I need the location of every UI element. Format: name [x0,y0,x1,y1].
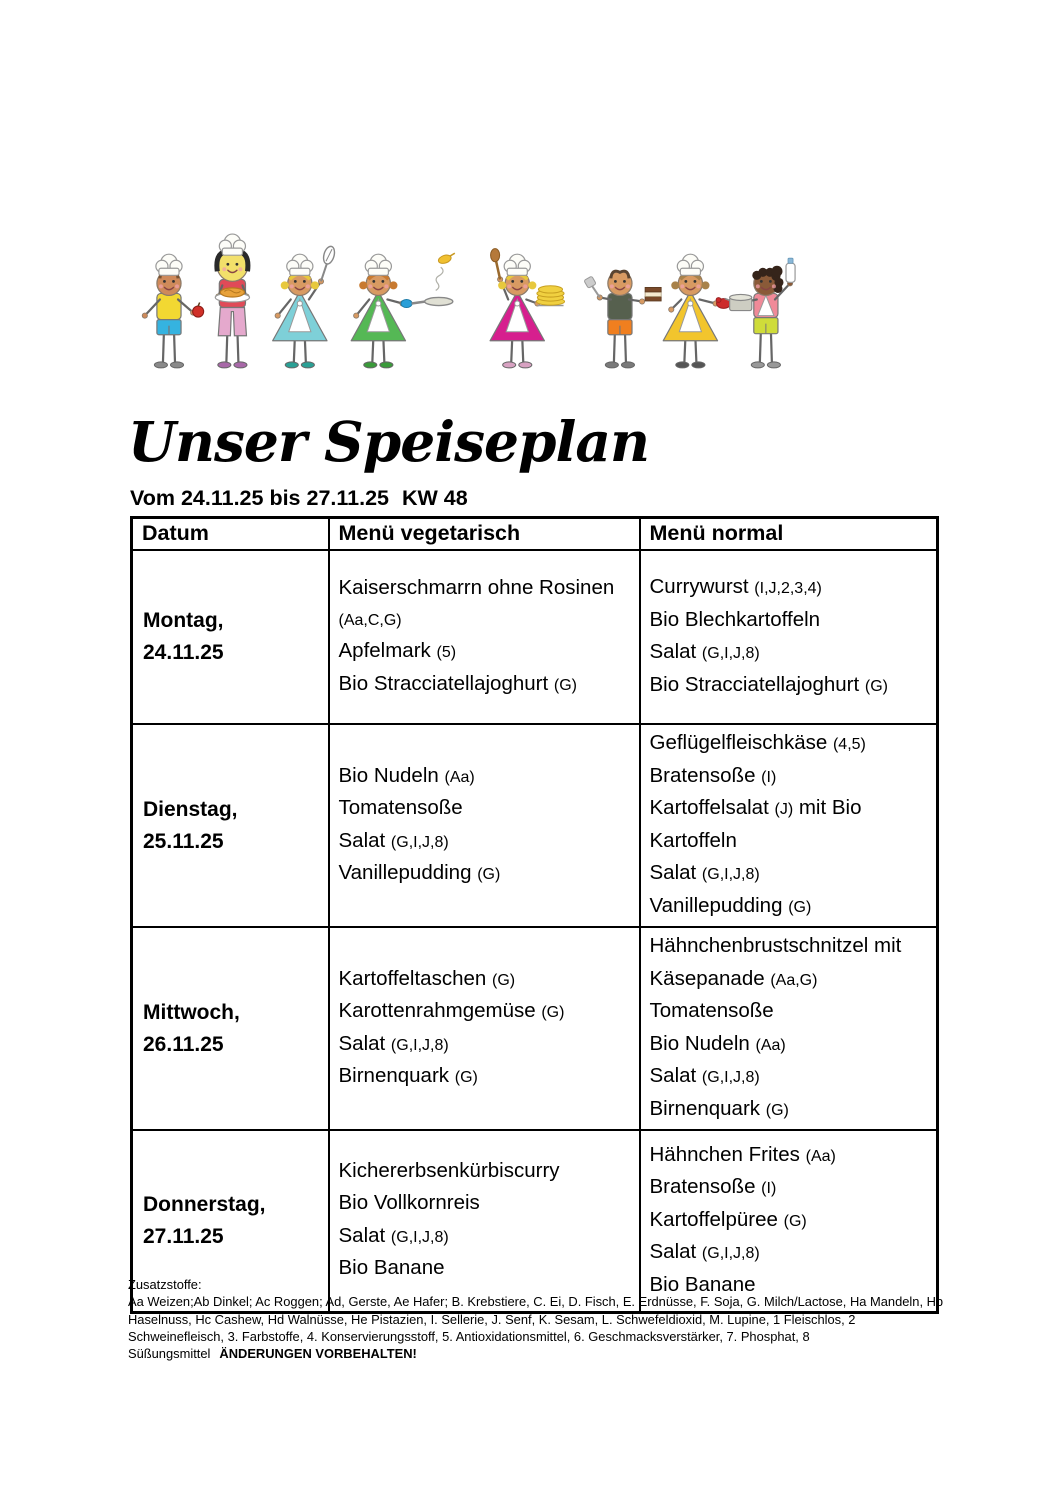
allergen-codes: (G) [553,676,577,694]
menu-item [650,670,927,703]
dish-name: Bio Stracciatellajoghurt [649,672,865,696]
dish-name: Tomatensoße [649,999,774,1022]
dish-name: Kichererbsenkürbiscurry [338,1158,560,1182]
menu-item [339,1221,629,1254]
menu-item [339,669,629,702]
menu-row [132,927,938,1130]
dish-name: Kartoffeltaschen [338,966,492,990]
day-name: Mittwoch, [143,1000,240,1024]
menu-item [339,996,629,1029]
dish-name: Birnenquark [649,1096,766,1120]
menu-item [650,1205,927,1238]
day-cell [132,724,329,927]
menu-item [339,1188,629,1221]
day-name: Dienstag, [143,797,238,821]
date-range-text: Vom 24.11.25 bis 27.11.25 [130,486,389,510]
menu-table [130,516,939,1314]
menu-row [132,550,938,724]
allergen-codes: (G) [788,898,812,916]
menu-item [650,1237,927,1270]
menu-table-body [132,550,938,1312]
menu-cell-vegetarian [329,550,640,724]
dish-name: Geflügelfleischkäse [649,731,833,754]
allergen-codes: (I,J,2,3,4) [754,580,822,597]
dish-name: Salat [649,640,702,663]
menu-item [650,931,927,996]
allergen-codes: (I) [761,768,777,786]
allergen-codes: (G) [491,971,516,989]
allergen-codes: (G,I,J,8) [701,1245,760,1262]
child-figure [351,253,455,368]
additives-text: Aa Weizen;Ab Dinkel; Ac Roggen; Ad, Gerste, Ae Hafer; B. Krebstiere, C. Ei, D. Fisch, E. Erdnüsse, F. Soja, G. Milch/Lactose, Ha Mandeln, Hb Haselnuss, Hc Cashew, Hd Walnüsse, He Pistazien, I. Sellerie, J. Senf, K. Sesam, L. Schwefeldioxid, M. Lupine, 1 Fleischlos, 2 Schweinefleisch, 3. Farbstoffe, 4. Konservierungsstoff, 5. Antioxidationsmittel, 6. Geschmacksverstärker, 7. Phosphat, 8 Süßungsmittel [128,1294,944,1362]
allergen-codes: (G,I,J,8) [701,866,760,883]
dish-name: Kaiserschmarrn ohne Rosinen [338,576,615,599]
dish-name: Hähnchenbrustschnitzel mit Käsepanade [649,934,902,990]
dish-name: Bio Banane [649,1272,756,1296]
dish-name: Bio Nudeln [338,763,445,787]
day-cell [132,927,329,1130]
menu-item [650,858,927,891]
allergen-codes: (G) [783,1212,807,1230]
dish-name: Hähnchen Frites [649,1142,806,1166]
allergen-codes: (4,5) [832,736,866,753]
menu-item [650,728,927,761]
menu-item [650,761,927,794]
menu-cell-normal [640,724,938,927]
allergen-codes: (G) [477,866,501,883]
allergen-codes: (I) [761,1180,777,1197]
allergen-codes: (5) [436,644,457,661]
menu-item [650,572,927,605]
menu-item [339,761,629,794]
menu-item [339,826,629,859]
day-cell [132,550,329,724]
dish-name: Bio Nudeln [649,1031,756,1055]
table-header-row [132,518,938,551]
dish-name: Bio Vollkornreis [338,1191,480,1215]
dish-name: Salat [338,1031,391,1055]
allergen-codes: (G,I,J,8) [390,1228,449,1246]
menu-item [650,793,927,858]
menu-item [339,636,629,669]
allergen-codes: (G) [765,1101,789,1119]
child-figure [584,271,661,368]
allergen-codes: (G) [541,1004,565,1021]
menu-item [650,1061,927,1094]
allergen-codes: (Aa,C,G) [338,611,402,629]
dish-name: Vanillepudding [649,893,789,917]
additives-list [128,1293,946,1362]
dish-name: Bratensoße [649,1175,762,1198]
dish-name: mit Bio Kartoffeln [649,796,862,852]
day-date: 26.11.25 [143,1032,224,1056]
dish-name: Karottenrahmgemüse [338,999,542,1022]
menu-item [339,964,629,997]
footnote [128,1276,946,1362]
dish-name: Kartoffelpüree [649,1207,784,1231]
child-figure [490,249,564,368]
allergen-codes: (Aa) [755,1036,786,1054]
column-header-datum: Datum [132,518,329,551]
week-number: KW 48 [402,486,468,510]
date-range [130,486,468,511]
menu-item [339,1029,629,1062]
menu-item [339,1061,629,1094]
menu-cell-vegetarian [329,724,640,927]
menu-item [650,891,927,924]
page-title: Unser Speiseplan [128,409,650,474]
children-cooking-svg [126,226,832,379]
allergen-codes: (G,I,J,8) [390,1036,449,1054]
dish-name: Salat [649,1240,702,1263]
child-figure [273,245,337,368]
dish-name: Apfelmark [338,639,437,662]
dish-name: Bratensoße [649,763,762,787]
menu-item [650,1140,927,1173]
dish-name: Salat [338,828,391,852]
day-date: 24.11.25 [143,641,224,664]
menu-item [650,1029,927,1062]
dish-name: Kartoffelsalat [649,796,775,819]
dish-name: Birnenquark [338,1064,455,1087]
day-name: Donnerstag, [143,1192,266,1216]
child-figure [215,234,249,368]
child-figure [142,254,204,368]
allergen-codes: (G,I,J,8) [701,645,760,662]
dish-name: Bio Blechkartoffeln [649,607,821,631]
column-header-normal: Menü normal [640,518,938,551]
menu-cell-vegetarian [329,927,640,1130]
menu-item [650,637,927,670]
menu-item [650,605,927,638]
menu-item [650,1094,927,1127]
allergen-codes: (J) [774,801,794,818]
changes-notice: ÄNDERUNGEN VORBEHALTEN! [219,1346,417,1362]
allergen-codes: (Aa,G) [770,971,818,989]
allergen-codes: (G) [864,677,888,695]
day-date: 27.11.25 [143,1224,224,1248]
children-cooking-illustration [126,226,832,380]
day-date: 25.11.25 [143,829,224,853]
menu-item [339,858,629,891]
menu-item [339,793,629,826]
child-figure [725,258,795,368]
menu-item [650,996,927,1029]
menu-item [339,573,629,636]
dish-name: Vanillepudding [338,861,478,884]
allergen-codes: (G,I,J,8) [701,1069,760,1086]
menu-cell-normal [640,927,938,1130]
column-header-vegetarisch: Menü vegetarisch [329,518,640,551]
allergen-codes: (Aa) [444,768,475,786]
dish-name: Bio Banane [338,1256,445,1280]
dish-name: Currywurst [649,575,755,598]
menu-item [339,1156,629,1189]
menu-item [650,1172,927,1205]
dish-name: Bio Stracciatellajoghurt [338,671,554,695]
dish-name: Salat [338,1223,391,1247]
menu-row [132,724,938,927]
additives-heading: Zusatzstoffe: [128,1277,202,1292]
child-figure [663,254,730,368]
allergen-codes: (Aa) [805,1147,836,1165]
allergen-codes: (G) [454,1069,478,1086]
dish-name: Salat [649,861,702,884]
dish-name: Tomatensoße [338,796,463,819]
dish-name: Salat [649,1064,702,1087]
day-name: Montag, [143,609,224,632]
allergen-codes: (G,I,J,8) [390,833,449,851]
menu-cell-normal [640,550,938,724]
